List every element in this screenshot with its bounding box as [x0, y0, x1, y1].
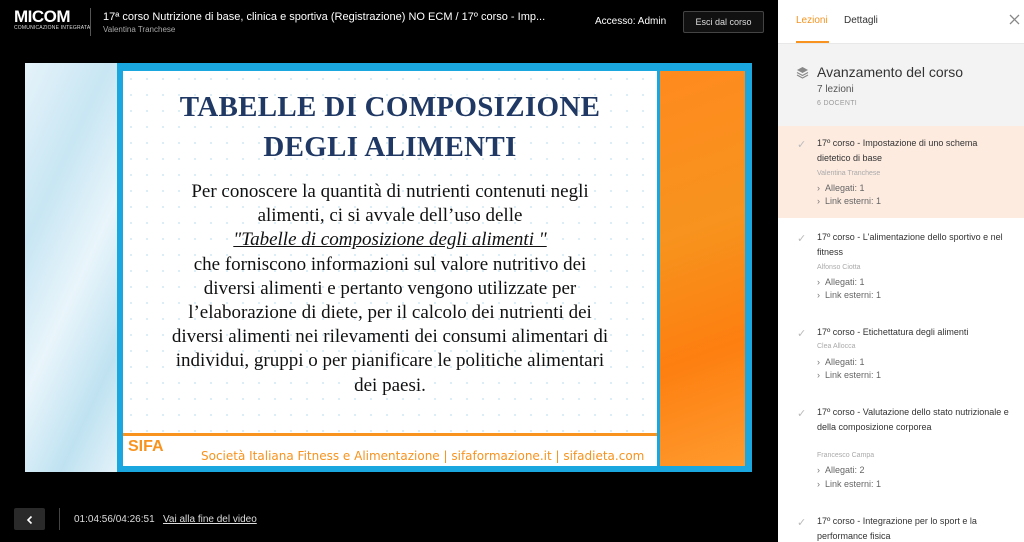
sifa-logo: SIFA: [128, 438, 164, 455]
lesson-title: 17º corso - Integrazione per lo sport e la performance fisica: [817, 516, 977, 541]
chevron-right-icon: ›: [817, 357, 820, 367]
lesson-external-links[interactable]: › Link esterni: 1: [817, 370, 882, 380]
lessons-sidebar: [778, 0, 1024, 542]
skip-to-end-link[interactable]: Vai alla fine del video: [163, 514, 257, 525]
player-header: [0, 0, 778, 44]
chevron-right-icon: ›: [817, 196, 820, 206]
lesson-external-links[interactable]: › Link esterni: 1: [817, 290, 882, 300]
slide-orange-panel: [660, 71, 745, 466]
lesson-attachments[interactable]: › Allegati: 1: [817, 357, 865, 367]
check-icon: ✓: [797, 139, 807, 151]
layers-icon: [796, 66, 809, 84]
lesson-title: 17º corso - L'alimentazione dello sportivo e nel fitness: [817, 232, 1003, 257]
lesson-item[interactable]: [778, 395, 1024, 503]
slide-title-line: DEGLI ALIMENTI: [263, 131, 517, 163]
slide-body-line: diversi alimenti e pertanto vengono utilizzate per: [203, 277, 577, 299]
progress-title: Avanzamento del corso: [817, 64, 964, 80]
logo-tagline: COMUNICAZIONE INTEGRATA: [14, 25, 91, 31]
video-frame[interactable]: [25, 63, 752, 472]
control-divider: [59, 508, 60, 530]
lesson-teacher: Francesco Campa: [817, 452, 875, 459]
course-progress: [778, 44, 1024, 126]
lesson-teacher: Alfonso Ciotta: [817, 264, 861, 271]
chevron-right-icon: ›: [817, 290, 820, 300]
slide-title-line: TABELLE DI COMPOSIZIONE: [179, 91, 601, 123]
micom-logo[interactable]: [14, 7, 91, 33]
lesson-external-links[interactable]: › Link esterni: 1: [817, 479, 882, 489]
slide-decoration-left: [25, 63, 117, 472]
lesson-item[interactable]: [778, 220, 1024, 314]
back-button[interactable]: [14, 508, 45, 530]
lesson-title: 17º corso - Valutazione dello stato nutrizionale e della composizione corporea: [817, 407, 1009, 432]
lesson-title: 17º corso - Etichettatura degli alimenti: [817, 327, 969, 337]
lesson-count: 7 lezioni: [817, 84, 854, 95]
slide-body-line: diversi alimenti nei rilevamenti dei consumi alimentari di: [171, 326, 609, 348]
tab-dettagli[interactable]: Dettagli: [844, 15, 878, 26]
slide-body-line: Per conoscere la quantità di nutrienti contenuti negli: [191, 181, 589, 202]
slide-body-line: alimenti, ci si avvale dell’uso delle: [257, 205, 523, 227]
chevron-right-icon: ›: [817, 183, 820, 193]
slide-body: [123, 180, 657, 398]
chevron-right-icon: ›: [817, 277, 820, 287]
course-title: 17ª corso Nutrizione di base, clinica e sportiva (Registrazione) NO ECM / 17º corso - Imp...: [103, 11, 546, 23]
lesson-attachments[interactable]: › Allegati: 1: [817, 277, 865, 287]
header-divider: [90, 8, 91, 36]
slide-body-line: l’elaborazione di diete, per il calcolo dei nutrienti dei: [188, 302, 592, 324]
chevron-right-icon: ›: [817, 465, 820, 475]
tab-lezioni[interactable]: Lezioni: [796, 15, 828, 26]
teacher-count: 6 DOCENTI: [817, 100, 858, 107]
slide-body-line: individui, gruppi o per pianificare le politiche alimentari: [175, 350, 605, 372]
lesson-item[interactable]: [778, 504, 1024, 542]
close-icon: [1009, 14, 1020, 25]
lesson-attachments[interactable]: › Allegati: 2: [817, 465, 865, 475]
lesson-attachments[interactable]: › Allegati: 1: [817, 183, 865, 193]
logo-text: MICOM: [14, 7, 71, 26]
active-tab-indicator: [796, 41, 829, 43]
sidebar-tabs: [778, 0, 1024, 44]
lesson-teacher: Clea Allocca: [817, 343, 856, 350]
slide-body-line: "Tabelle di composizione degli alimenti ": [233, 229, 547, 251]
slide-footer-tagline: Società Italiana Fitness e Alimentazione | sifaformazione.it | sifadieta.com: [201, 449, 645, 463]
lesson-title: 17º corso - Impostazione di uno schema dietetico di base: [817, 138, 978, 163]
exit-course-button[interactable]: Esci dal corso: [683, 11, 764, 33]
slide-title: [123, 87, 657, 167]
chevron-left-icon: [25, 515, 35, 525]
check-icon: ✓: [797, 233, 807, 245]
slide-body-line: dei paesi.: [354, 374, 426, 396]
check-icon: ✓: [797, 408, 807, 420]
check-icon: ✓: [797, 328, 807, 340]
lesson-item[interactable]: [778, 126, 1024, 218]
chevron-right-icon: ›: [817, 479, 820, 489]
lesson-item[interactable]: [778, 315, 1024, 395]
close-sidebar-button[interactable]: [1009, 13, 1020, 28]
timecode: 01:04:56/04:26:51: [74, 514, 155, 525]
access-label: Accesso: Admin: [595, 16, 667, 27]
check-icon: ✓: [797, 517, 807, 529]
course-teacher: Valentina Tranchese: [103, 25, 176, 34]
lesson-external-links[interactable]: › Link esterni: 1: [817, 196, 882, 206]
slide-body-line: che forniscono informazioni sul valore nutritivo dei: [193, 253, 587, 275]
chevron-right-icon: ›: [817, 370, 820, 380]
lesson-teacher: Valentina Tranchese: [817, 170, 881, 177]
